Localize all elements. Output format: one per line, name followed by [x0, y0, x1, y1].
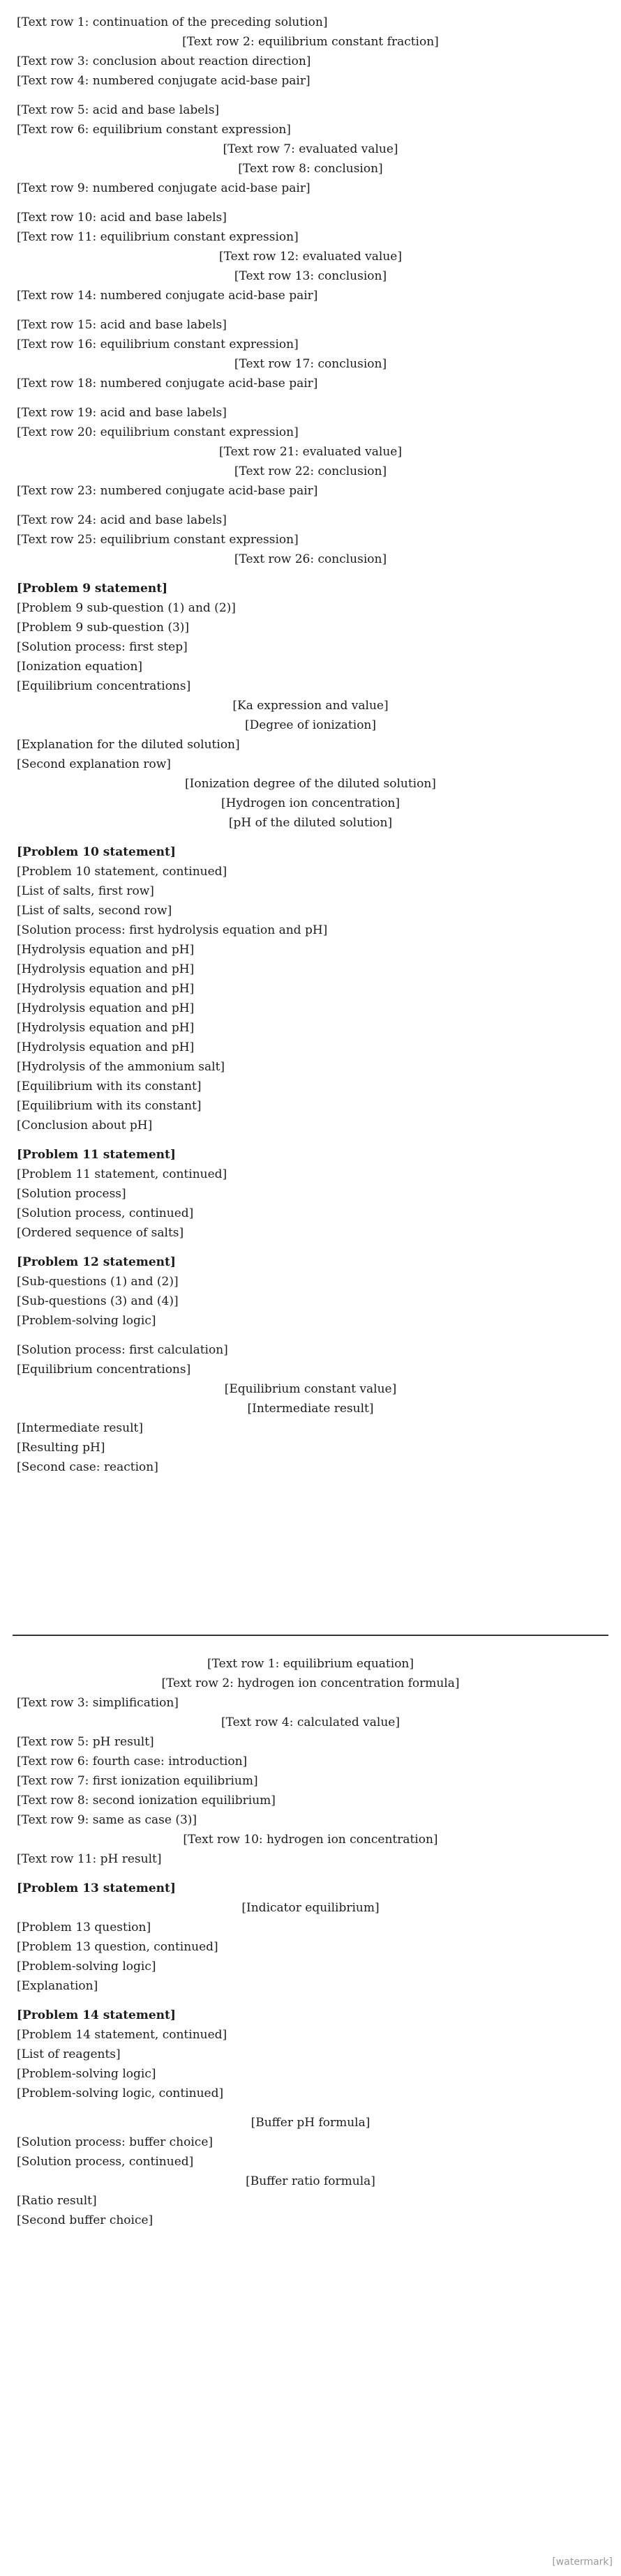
spacer	[17, 833, 604, 842]
text-line: [Text row 11: pH result]	[17, 1852, 162, 1866]
spacer	[17, 2103, 604, 2113]
text-line: [Text row 8: second ionization equilibrium]	[17, 1794, 276, 1808]
text-line: [Text row 18: numbered conjugate acid-base pair]	[17, 377, 318, 391]
text-line: [Sub-questions (3) and (4)]	[17, 1294, 179, 1308]
text-line: [Second case: reaction]	[17, 1460, 158, 1474]
text-line: [Text row 24: acid and base labels]	[17, 513, 227, 527]
text-line: [Problem-solving logic]	[17, 2067, 156, 2081]
text-line: [Text row 5: acid and base labels]	[17, 103, 220, 117]
text-line: [Sub-questions (1) and (2)]	[17, 1275, 179, 1289]
spacer	[17, 1135, 604, 1145]
text-line: [Solution process: first hydrolysis equation and pH]	[17, 923, 328, 937]
problem-statement: [Problem 11 statement]	[17, 1148, 176, 1162]
equation-line: [Text row 10: hydrogen ion concentration]	[183, 1833, 438, 1847]
text-line: [Equilibrium concentrations]	[17, 1363, 191, 1377]
text-line: [Problem 14 statement, continued]	[17, 2028, 227, 2042]
spacer	[17, 1996, 604, 2006]
text-line: [Explanation]	[17, 1979, 98, 1993]
text-line: [Equilibrium concentrations]	[17, 679, 191, 693]
text-line: [Text row 6: fourth case: introduction]	[17, 1755, 248, 1768]
equation-line: [Buffer pH formula]	[250, 2116, 371, 2130]
text-line: [Text row 1: continuation of the preceding solution]	[17, 15, 328, 29]
text-line: [Solution process: first calculation]	[17, 1343, 228, 1357]
equation-line: [Text row 8: conclusion]	[238, 162, 383, 176]
spacer	[17, 1331, 604, 1340]
text-line: [Hydrolysis of the ammonium salt]	[17, 1060, 225, 1074]
text-line: [Equilibrium with its constant]	[17, 1079, 202, 1093]
text-line: [Equilibrium with its constant]	[17, 1099, 202, 1113]
text-line: [Text row 14: numbered conjugate acid-base pair]	[17, 289, 318, 303]
spacer	[17, 91, 604, 100]
text-line: [Hydrolysis equation and pH]	[17, 1021, 195, 1035]
section-divider	[13, 1635, 608, 1636]
equation-line: [Degree of ionization]	[244, 718, 377, 732]
text-line: [Ionization equation]	[17, 660, 143, 674]
text-line: [Text row 9: same as case (3)]	[17, 1813, 197, 1827]
spacer	[17, 198, 604, 208]
upper-column	[17, 13, 604, 1594]
text-line: [Conclusion about pH]	[17, 1119, 153, 1132]
text-line: [Problem 9 sub-question (3)]	[17, 621, 190, 635]
spacer	[17, 1869, 604, 1879]
equation-line: [Hydrogen ion concentration]	[220, 796, 401, 810]
equation-line: [Intermediate result]	[247, 1402, 374, 1416]
text-line: [Text row 10: acid and base labels]	[17, 211, 227, 225]
lower-column	[17, 1654, 604, 2230]
text-line: [Text row 15: acid and base labels]	[17, 318, 227, 332]
spacer	[17, 393, 604, 403]
blank-gap	[0, 1478, 621, 1636]
equation-line: [Text row 13: conclusion]	[234, 269, 387, 283]
equation-line: [pH of the diluted solution]	[228, 816, 393, 830]
equation-line: [Ka expression and value]	[232, 699, 389, 713]
text-line: [Problem 13 question]	[17, 1920, 151, 1934]
equation-line: [Text row 4: calculated value]	[221, 1715, 400, 1729]
text-line: [Hydrolysis equation and pH]	[17, 982, 195, 996]
text-line: [Problem 11 statement, continued]	[17, 1167, 227, 1181]
text-line: [Problem-solving logic]	[17, 1314, 156, 1328]
text-line: [Solution process, continued]	[17, 2155, 194, 2169]
equation-line: [Indicator equilibrium]	[241, 1901, 380, 1915]
text-line: [Hydrolysis equation and pH]	[17, 962, 195, 976]
text-line: [Hydrolysis equation and pH]	[17, 943, 195, 957]
text-line: [Solution process]	[17, 1187, 126, 1201]
problem-statement: [Problem 12 statement]	[17, 1255, 176, 1269]
spacer	[17, 501, 604, 510]
spacer	[17, 305, 604, 315]
text-line: [Text row 7: first ionization equilibrium]	[17, 1774, 258, 1788]
problem-statement: [Problem 9 statement]	[17, 582, 168, 596]
text-line: [Text row 5: pH result]	[17, 1735, 154, 1749]
text-line: [Solution process, continued]	[17, 1206, 194, 1220]
text-line: [Text row 9: numbered conjugate acid-base pair]	[17, 181, 310, 195]
text-line: [Problem-solving logic, continued]	[17, 2086, 224, 2100]
text-line: [Solution process: first step]	[17, 640, 188, 654]
problem-statement: [Problem 14 statement]	[17, 2008, 176, 2022]
text-line: [List of reagents]	[17, 2047, 121, 2061]
text-line: [List of salts, first row]	[17, 884, 154, 898]
text-line: [Solution process: buffer choice]	[17, 2135, 214, 2149]
text-line: [Hydrolysis equation and pH]	[17, 1040, 195, 1054]
equation-line: [Text row 22: conclusion]	[234, 464, 387, 478]
equation-line: [Text row 12: evaluated value]	[219, 250, 402, 264]
text-line: [Problem 13 question, continued]	[17, 1940, 218, 1954]
equation-line: [Text row 1: equilibrium equation]	[207, 1657, 414, 1671]
text-line: [Problem 9 sub-question (1) and (2)]	[17, 601, 236, 615]
text-line: [Second explanation row]	[17, 757, 171, 771]
text-line: [Explanation for the diluted solution]	[17, 738, 240, 752]
text-line: [Text row 23: numbered conjugate acid-base pair]	[17, 484, 318, 498]
text-line: [Hydrolysis equation and pH]	[17, 1001, 195, 1015]
equation-line: [Text row 26: conclusion]	[234, 552, 387, 566]
text-line: [Text row 4: numbered conjugate acid-base pair]	[17, 74, 310, 88]
text-line: [Problem 10 statement, continued]	[17, 865, 227, 879]
text-line: [Second buffer choice]	[17, 2213, 154, 2227]
spacer	[17, 569, 604, 579]
equation-line: [Equilibrium constant value]	[224, 1382, 397, 1396]
text-line: [Text row 6: equilibrium constant expression]	[17, 123, 291, 137]
equation-line: [Buffer ratio formula]	[246, 2174, 375, 2188]
text-line: [Ordered sequence of salts]	[17, 1226, 184, 1240]
text-line: [List of salts, second row]	[17, 904, 172, 918]
text-line: [Text row 20: equilibrium constant expression]	[17, 425, 299, 439]
watermark: [watermark]	[552, 2556, 613, 2568]
equation-line: [Text row 21: evaluated value]	[219, 445, 402, 459]
text-line: [Ratio result]	[17, 2194, 97, 2208]
equation-line: [Text row 2: hydrogen ion concentration formula]	[161, 1676, 460, 1690]
problem-statement: [Problem 10 statement]	[17, 845, 176, 859]
text-line: [Text row 16: equilibrium constant expression]	[17, 338, 299, 351]
equation-line: [Text row 17: conclusion]	[234, 357, 387, 371]
equation-line: [Text row 7: evaluated value]	[223, 142, 398, 156]
text-line: [Problem-solving logic]	[17, 1960, 156, 1973]
text-line: [Text row 19: acid and base labels]	[17, 406, 227, 420]
text-line: [Text row 25: equilibrium constant expression]	[17, 533, 299, 547]
equation-line: [Text row 2: equilibrium constant fraction]	[182, 35, 439, 49]
text-line: [Intermediate result]	[17, 1421, 144, 1435]
problem-statement: [Problem 13 statement]	[17, 1881, 176, 1895]
text-line: [Resulting pH]	[17, 1441, 105, 1455]
equation-line: [Ionization degree of the diluted solution]	[185, 777, 436, 791]
text-line: [Text row 3: simplification]	[17, 1696, 179, 1710]
text-line: [Text row 11: equilibrium constant expression]	[17, 230, 299, 244]
text-line: [Text row 3: conclusion about reaction direction]	[17, 54, 311, 68]
spacer	[17, 1243, 604, 1252]
